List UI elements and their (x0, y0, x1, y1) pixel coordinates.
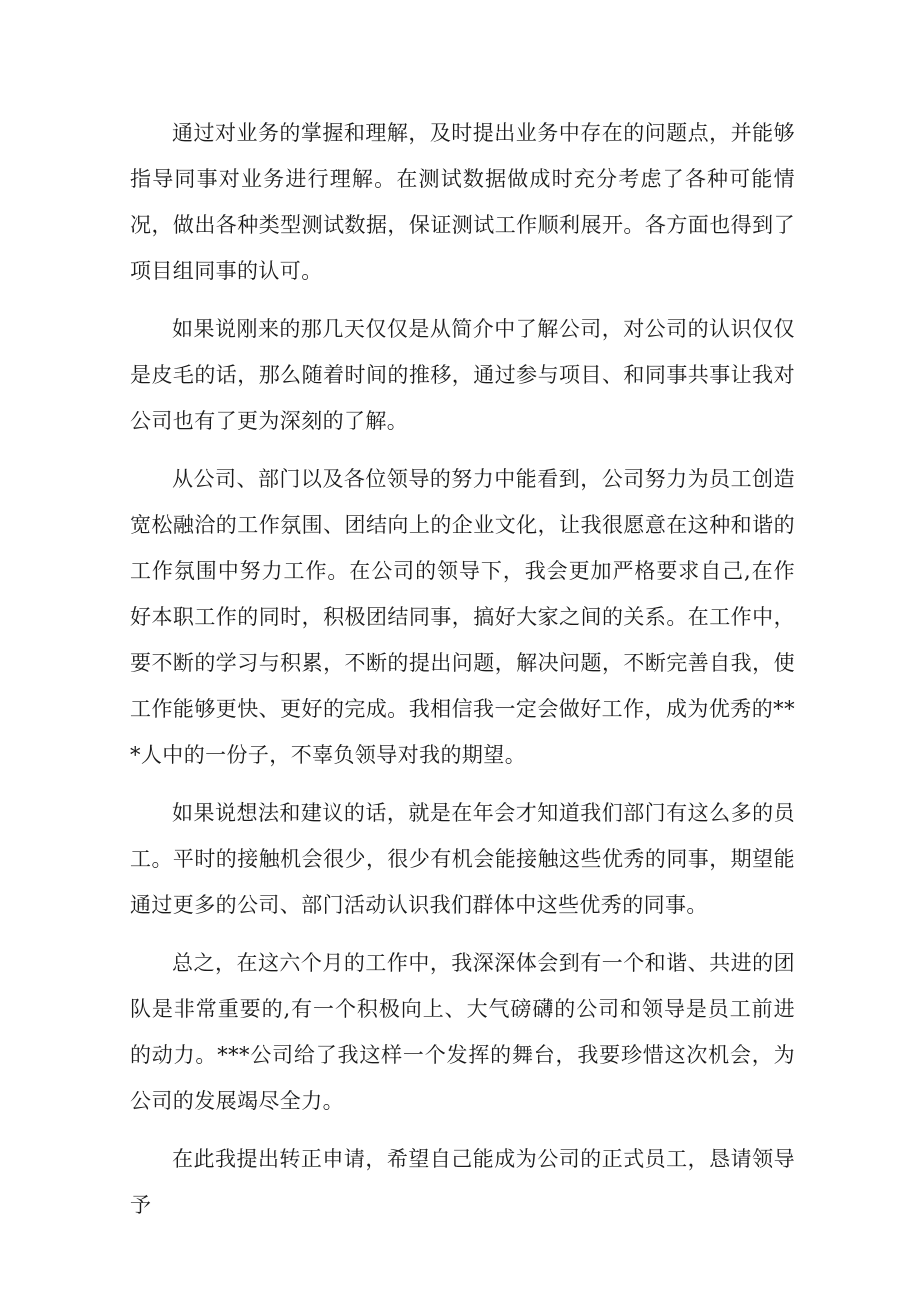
document-body (130, 110, 795, 1240)
paragraph-work-atmosphere: 从公司、部门以及各位领导的努力中能看到，公司努力为员工创造宽松融洽的工作氛围、团结向上的企业文化，让我很愿意在这种和谐的工作氛围中努力工作。在公司的领导下，我会更加严格要求自己,在作好本职工作的同时，积极团结同事，搞好大家之间的关系。在工作中，要不断的学习与积累，不断的提出问题，解决问题，不断完善自我，使工作能够更快、更好的完成。我相信我一定会做好工作，成为优秀的***人中的一份子，不辜负领导对我的期望。 (130, 467, 795, 767)
paragraph-company-understanding: 如果说刚来的那几天仅仅是从简介中了解公司，对公司的认识仅仅是皮毛的话，那么随着时间的推移，通过参与项目、和同事共事让我对公司也有了更为深刻的了解。 (130, 317, 795, 433)
paragraph-business-understanding: 通过对业务的掌握和理解，及时提出业务中存在的问题点，并能够指导同事对业务进行理解。在测试数据做成时充分考虑了各种可能情况，做出各种类型测试数据，保证测试工作顺利展开。各方面也得到了项目组同事的认可。 (130, 121, 795, 283)
paragraph-summary: 总之，在这六个月的工作中，我深深体会到有一个和谐、共进的团队是非常重要的,有一个积极向上、大气磅礴的公司和领导是员工前进的动力。***公司给了我这样一个发挥的舞台，我要珍惜这次机会，为公司的发展竭尽全力。 (130, 951, 795, 1113)
paragraph-application: 在此我提出转正申请，希望自己能成为公司的正式员工，恳请领导予 (130, 1147, 795, 1217)
paragraph-suggestions: 如果说想法和建议的话，就是在年会才知道我们部门有这么多的员工。平时的接触机会很少，很少有机会能接触这些优秀的同事，期望能通过更多的公司、部门活动认识我们群体中这些优秀的同事。 (130, 801, 795, 917)
